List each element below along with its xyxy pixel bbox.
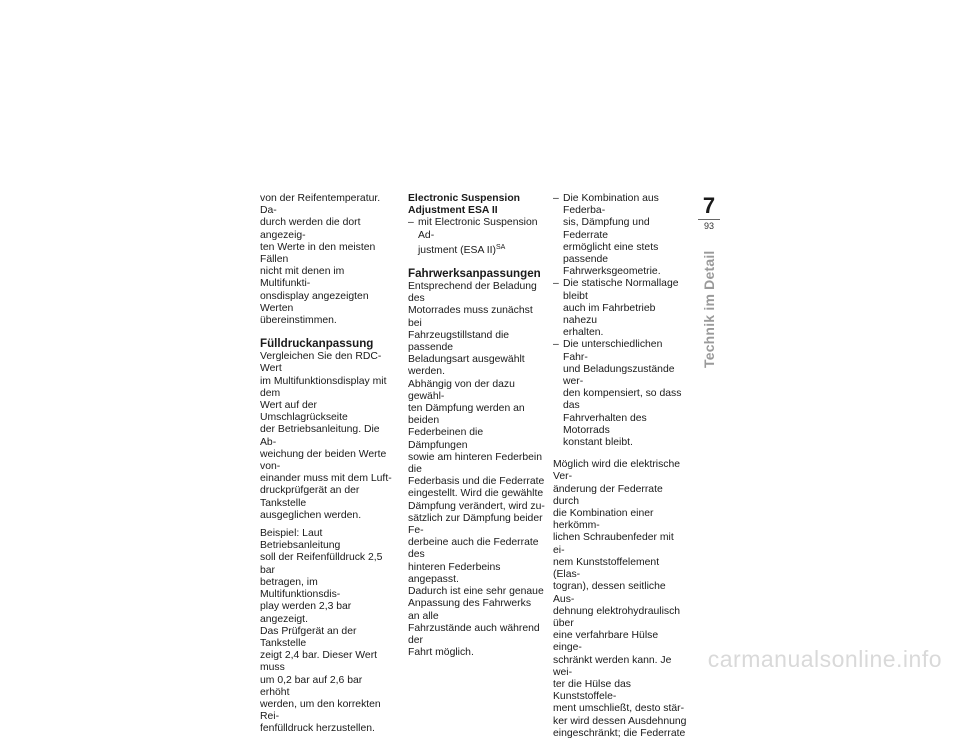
text-line: erhalten. xyxy=(563,327,604,339)
text-line: der Betriebsanleitung. Die Ab- xyxy=(260,424,380,448)
text-line: im Multifunktionsdisplay mit dem xyxy=(260,375,387,399)
text-line: von der Reifentemperatur. Da- xyxy=(260,193,381,217)
text-line: justment (ESA II) xyxy=(418,244,496,256)
text-line: zeigt 2,4 bar. Dieser Wert muss xyxy=(260,650,378,674)
text-line: Fahrwerksgeometrie. xyxy=(563,266,661,278)
text-line: Beispiel: Laut Betriebsanleitung xyxy=(260,528,341,552)
text-line: – Die unterschiedlichen Fahr- xyxy=(563,339,663,363)
text-line: ermöglicht eine stets passende xyxy=(563,241,659,266)
dash-item-equipment xyxy=(408,217,545,257)
text-line: fenfülldruck herzustellen. xyxy=(260,723,375,735)
text-line: durch werden die dort angezeig- xyxy=(260,217,361,241)
text-line: Anpassung des Fahrwerks an alle xyxy=(408,598,532,622)
text-line: änderung der Federrate durch xyxy=(553,483,663,507)
title-line: Electronic Suspension xyxy=(408,193,521,204)
watermark-text: carmanualsonline.info xyxy=(707,646,942,672)
example-paragraph xyxy=(260,528,392,735)
text-line: ment umschließt, desto stär- xyxy=(553,703,685,715)
text-line: play werden 2,3 bar angezeigt. xyxy=(260,601,352,625)
title-line: Adjustment ESA II xyxy=(408,205,498,217)
text-line: – Die statische Normallage bleibt xyxy=(563,278,679,302)
chapter-number: 7 xyxy=(702,193,716,218)
text-line: druckprüfgerät an der Tankstelle xyxy=(260,485,360,509)
paragraph xyxy=(553,459,688,740)
text-line: Möglich wird die elektrische Ver- xyxy=(553,459,681,483)
paragraph xyxy=(260,351,392,522)
text-line: onsdisplay angezeigten Werten xyxy=(260,290,369,314)
text-line: – Die Kombination aus Federba- xyxy=(563,193,659,217)
text-line: Vergleichen Sie den RDC-Wert xyxy=(260,351,382,375)
text-line: soll der Reifenfülldruck 2,5 bar xyxy=(260,552,383,576)
text-line: Das Prüfgerät an der Tankstelle xyxy=(260,625,357,649)
text-line: werden, um den korrekten Rei- xyxy=(260,698,381,723)
text-line: eine verfahrbare Hülse einge- xyxy=(553,630,659,654)
text-line: weichung der beiden Werte von- xyxy=(260,448,387,473)
text-line: ker wird dessen Ausdehnung xyxy=(553,715,687,727)
text-line: dehnung elektrohydraulisch über xyxy=(553,605,681,629)
text-line: Fahrverhalten des Motorrads xyxy=(563,412,647,436)
text-line: einander muss mit dem Luft- xyxy=(260,473,392,485)
chapter-marker xyxy=(697,194,721,230)
page-number: 93 xyxy=(703,221,714,231)
text-line: eingestellt. Wird die gewählte xyxy=(408,488,544,500)
section-heading-fuelldruckanpassung: Fülldruckanpassung xyxy=(260,337,374,351)
text-line: um 0,2 bar auf 2,6 bar erhöht xyxy=(260,674,363,698)
text-line: nem Kunststoffelement (Elas- xyxy=(553,556,660,581)
text-line: und Beladungszustände wer- xyxy=(563,363,675,388)
section-title-esa xyxy=(408,193,545,217)
text-line: Dämpfung verändert, wird zu- xyxy=(408,500,545,512)
text-line: Entsprechend der Beladung des xyxy=(408,281,537,305)
text-line: Beladungsart ausgewählt werden. xyxy=(408,354,525,378)
special-equipment-mark: SA xyxy=(495,243,506,251)
text-line: Wert auf der Umschlagrückseite xyxy=(260,400,348,424)
text-line: nicht mit denen im Multifunkti- xyxy=(260,266,345,290)
chapter-side-title: Technik im Detail xyxy=(701,250,717,368)
text-line: Dadurch ist eine sehr genaue xyxy=(408,586,544,598)
text-line: sis, Dämpfung und Federrate xyxy=(563,217,650,241)
text-line: eingeschränkt; die Federrate xyxy=(553,727,686,739)
text-line: Fahrzeugstillstand die passende xyxy=(408,329,510,354)
text-line: sowie am hinteren Federbein die xyxy=(408,451,542,476)
text-line: die Kombination einer herkömm- xyxy=(553,508,654,532)
text-column-1 xyxy=(260,193,392,736)
text-line: betragen, im Multifunktionsdis- xyxy=(260,576,341,601)
intro-paragraph xyxy=(260,193,392,327)
text-line: Abhängig von der dazu gewähl- xyxy=(408,378,515,402)
text-line: hinteren Federbeins angepasst. xyxy=(408,561,501,585)
text-line: ten Werte in den meisten Fällen xyxy=(260,241,376,266)
text-line: ausgeglichen werden. xyxy=(260,509,362,521)
dash-item xyxy=(553,339,688,449)
text-line: konstant bleibt. xyxy=(563,437,633,449)
text-line: den kompensiert, so dass das xyxy=(563,388,682,412)
dash-item xyxy=(553,278,688,339)
text-line: Federbasis und die Federrate xyxy=(408,476,545,488)
text-line: ten Dämpfung werden an beiden xyxy=(408,403,525,427)
text-line: ter die Hülse das Kunststoffele- xyxy=(553,678,631,703)
text-column-3 xyxy=(553,193,688,740)
text-line: sätzlich zur Dämpfung beider Fe- xyxy=(408,512,543,537)
text-line: derbeine auch die Federrate des xyxy=(408,537,539,561)
text-line: Fahrt möglich. xyxy=(408,647,474,659)
text-column-2 xyxy=(408,193,545,659)
text-line: übereinstimmen. xyxy=(260,315,337,327)
text-line: Fahrzustände auch während der xyxy=(408,622,540,646)
chapter-divider xyxy=(698,219,720,220)
paragraph xyxy=(408,281,545,659)
text-line: Motorrades muss zunächst bei xyxy=(408,305,533,329)
text-line: schränkt werden kann. Je wei- xyxy=(553,654,672,678)
text-line: togran), dessen seitliche Aus- xyxy=(553,581,666,605)
dash-item xyxy=(553,193,688,278)
section-heading-fahrwerksanpassungen: Fahrwerksanpassungen xyxy=(408,267,541,281)
text-line: Federbeinen die Dämpfungen xyxy=(408,427,484,451)
text-line: auch im Fahrbetrieb nahezu xyxy=(563,302,656,327)
text-line: lichen Schraubenfeder mit ei- xyxy=(553,532,674,556)
text-line: mit Electronic Suspension Ad- xyxy=(418,217,538,241)
